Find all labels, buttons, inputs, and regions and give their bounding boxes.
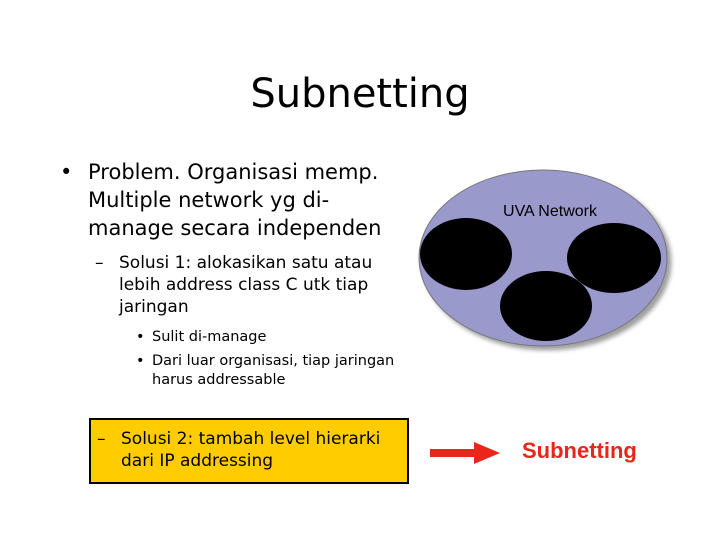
subnetting-callout: Subnetting — [522, 438, 637, 463]
network-label: UVA Network — [503, 203, 597, 220]
slide-title: Subnetting — [250, 71, 470, 117]
sub-sub-bullet-text: Sulit di-manage — [152, 329, 267, 345]
bullet-main-text: Problem. Organisasi memp. Multiple network yg di-manage secara independen — [88, 160, 382, 240]
bullet-dot: • — [136, 329, 145, 345]
bullet-dash: – — [95, 253, 104, 273]
sub-sub-bullet-text: Dari luar organisasi, tiap jaringan harus addressable — [152, 353, 395, 388]
bullet-dot: • — [60, 160, 73, 184]
highlight-box-text: Solusi 2: tambah level hierarki dari IP addressing — [121, 429, 381, 471]
sub-bullet-solusi-1-text: Solusi 1: alokasikan satu atau lebih address class C utk tiap jaringan — [119, 253, 373, 317]
bullet-dash: – — [97, 429, 106, 449]
bullet-dot: • — [136, 353, 145, 369]
